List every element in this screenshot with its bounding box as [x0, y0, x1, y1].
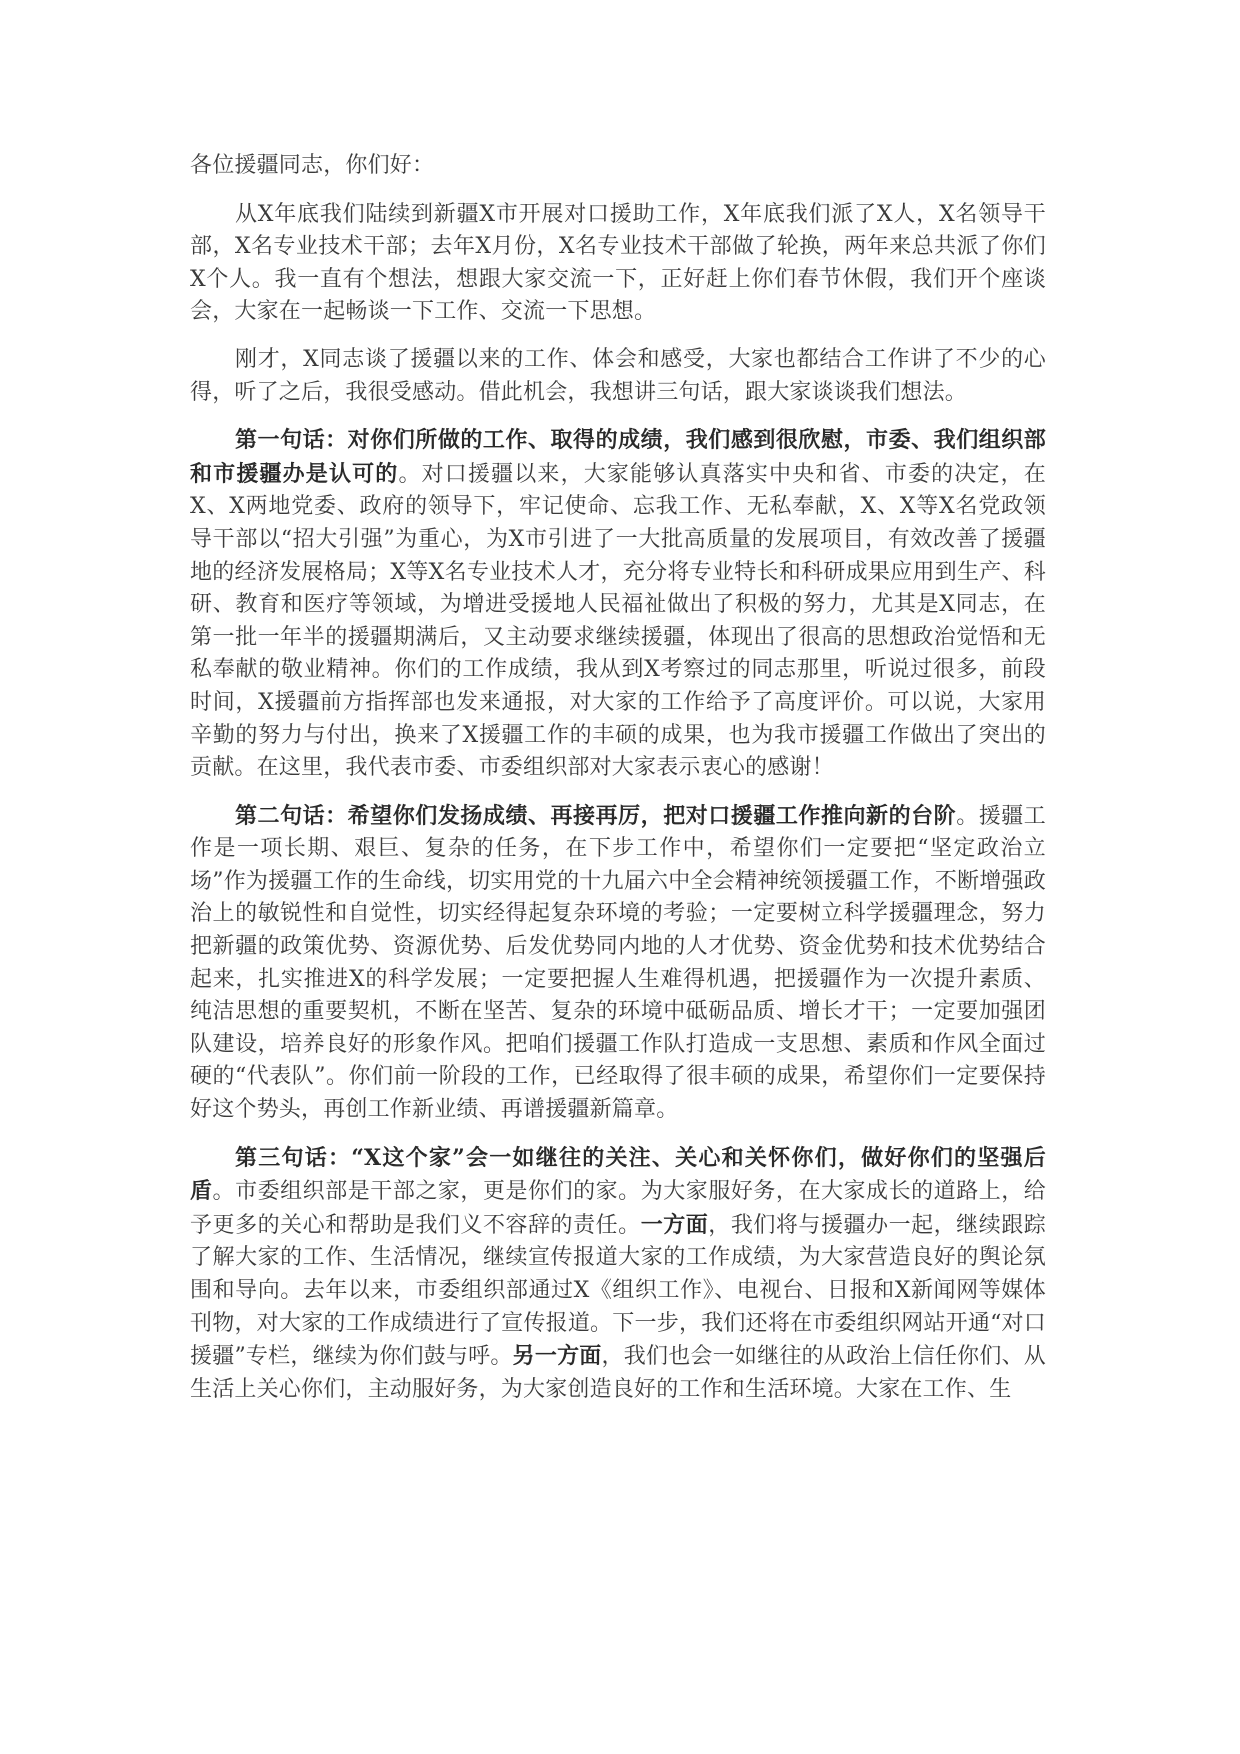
paragraph-intro: [190, 199, 1046, 329]
point-two-heading: 第二句话：希望你们发扬成绩、再接再厉，把对口援疆工作推向新的台阶: [235, 802, 957, 829]
paragraph-text: ，我们将与援疆办一起，继续跟踪了解大家的工作、生活情况，继续宣传报道大家的工作成绩，为大家营造良好的舆论氛围和导向。去年以来，市委组织部通过X《组织工作》、电视台、日报和X新闻网等媒体刊物，对大家的工作成绩进行了宣传报道。下一步，我们还将在市委组织网站开通“对口援疆”专栏，继续为你们鼓与呼。: [190, 1212, 1046, 1370]
paragraph-point-one: [190, 424, 1046, 785]
paragraph-point-three: [190, 1142, 1046, 1407]
emphasis-one-side: 一方面: [640, 1211, 709, 1238]
paragraph-text: 。对口援疆以来，大家能够认真落实中央和省、市委的决定，在X、X两地党委、政府的领导下，牢记使命、忘我工作、无私奉献，X、X等X名党政领导干部以“招大引强”为重心，为X市引进了一大批高质量的发展项目，有效改善了援疆地的经济发展格局；X等X名专业技术人才，充分将专业特长和科研成果应用到生产、科研、教育和医疗等领域，为增进受援地人民福祉做出了积极的努力，尤其是X同志，在第一批一年半的援疆期满后，又主动要求继续援疆，体现出了很高的思想政治觉悟和无私奉献的敬业精神。你们的工作成绩，我从到X考察过的同志那里，听说过很多，前段时间，X援疆前方指挥部也发来通报，对大家的工作给予了高度评价。可以说，大家用辛勤的努力与付出，换来了X援疆工作的丰硕的成果，也为我市援疆工作做出了突出的贡献。在这里，我代表市委、市委组织部对大家表示衷心的感谢！: [190, 461, 1046, 781]
paragraph-text: 刚才，X同志谈了援疆以来的工作、体会和感受，大家也都结合工作讲了不少的心得，听了之后，我很受感动。借此机会，我想讲三句话，跟大家谈谈我们想法。: [190, 346, 1046, 405]
paragraph-preface: [190, 344, 1046, 409]
paragraph-text: 。援疆工作是一项长期、艰巨、复杂的任务，在下步工作中，希望你们一定要把“坚定政治立场”作为援疆工作的生命线，切实用党的十九届六中全会精神统领援疆工作，不断增强政治上的敏锐性和自觉性，切实经得起复杂环境的考验；一定要树立科学援疆理念，努力把新疆的政策优势、资源优势、后发优势同内地的人才优势、资金优势和技术优势结合起来，扎实推进X的科学发展；一定要把握人生难得机遇，把援疆作为一次提升素质、纯洁思想的重要契机，不断在坚苦、复杂的环境中砥砺品质、增长才干；一定要加强团队建设，培养良好的形象作风。把咱们援疆工作队打造成一支思想、素质和作风全面过硬的“代表队”。你们前一阶段的工作，已经取得了很丰硕的成果，希望你们一定要保持好这个势头，再创工作新业绩、再谱援疆新篇章。: [190, 803, 1046, 1123]
point-one-heading: 第一句话：对你们所做的工作、取得的成绩，我们感到很欣慰，市委、我们组织部和市援疆办是认可的: [190, 427, 1046, 487]
paragraph-text: 。市委组织部是干部之家，更是你们的家。为大家服好务，在大家成长的道路上，给予更多的关心和帮助是我们义不容辞的责任。: [190, 1179, 1047, 1238]
greeting: 各位援疆同志，你们好：: [190, 153, 435, 178]
paragraph-text: ，我们也会一如继往的从政治上信任你们、从生活上关心你们，主动服好务，为大家创造良好的工作和生活环境。大家在工作、生: [190, 1344, 1046, 1402]
paragraph-point-two: [190, 800, 1046, 1127]
emphasis-other-side: 另一方面: [512, 1343, 602, 1370]
point-three-heading: 第三句话：“X这个家”会一如继往的关注、关心和关怀你们，做好你们的坚强后盾: [190, 1144, 1046, 1205]
paragraph-text: 从X年底我们陆续到新疆X市开展对口援助工作，X年底我们派了X人，X名领导干部，X名专业技术干部；去年X月份，X名专业技术干部做了轮换，两年来总共派了你们X个人。我一直有个想法，想跟大家交流一下，正好赶上你们春节休假，我们开个座谈会，大家在一起畅谈一下工作、交流一下思想。: [190, 201, 1046, 325]
document-page: [190, 150, 1046, 1421]
